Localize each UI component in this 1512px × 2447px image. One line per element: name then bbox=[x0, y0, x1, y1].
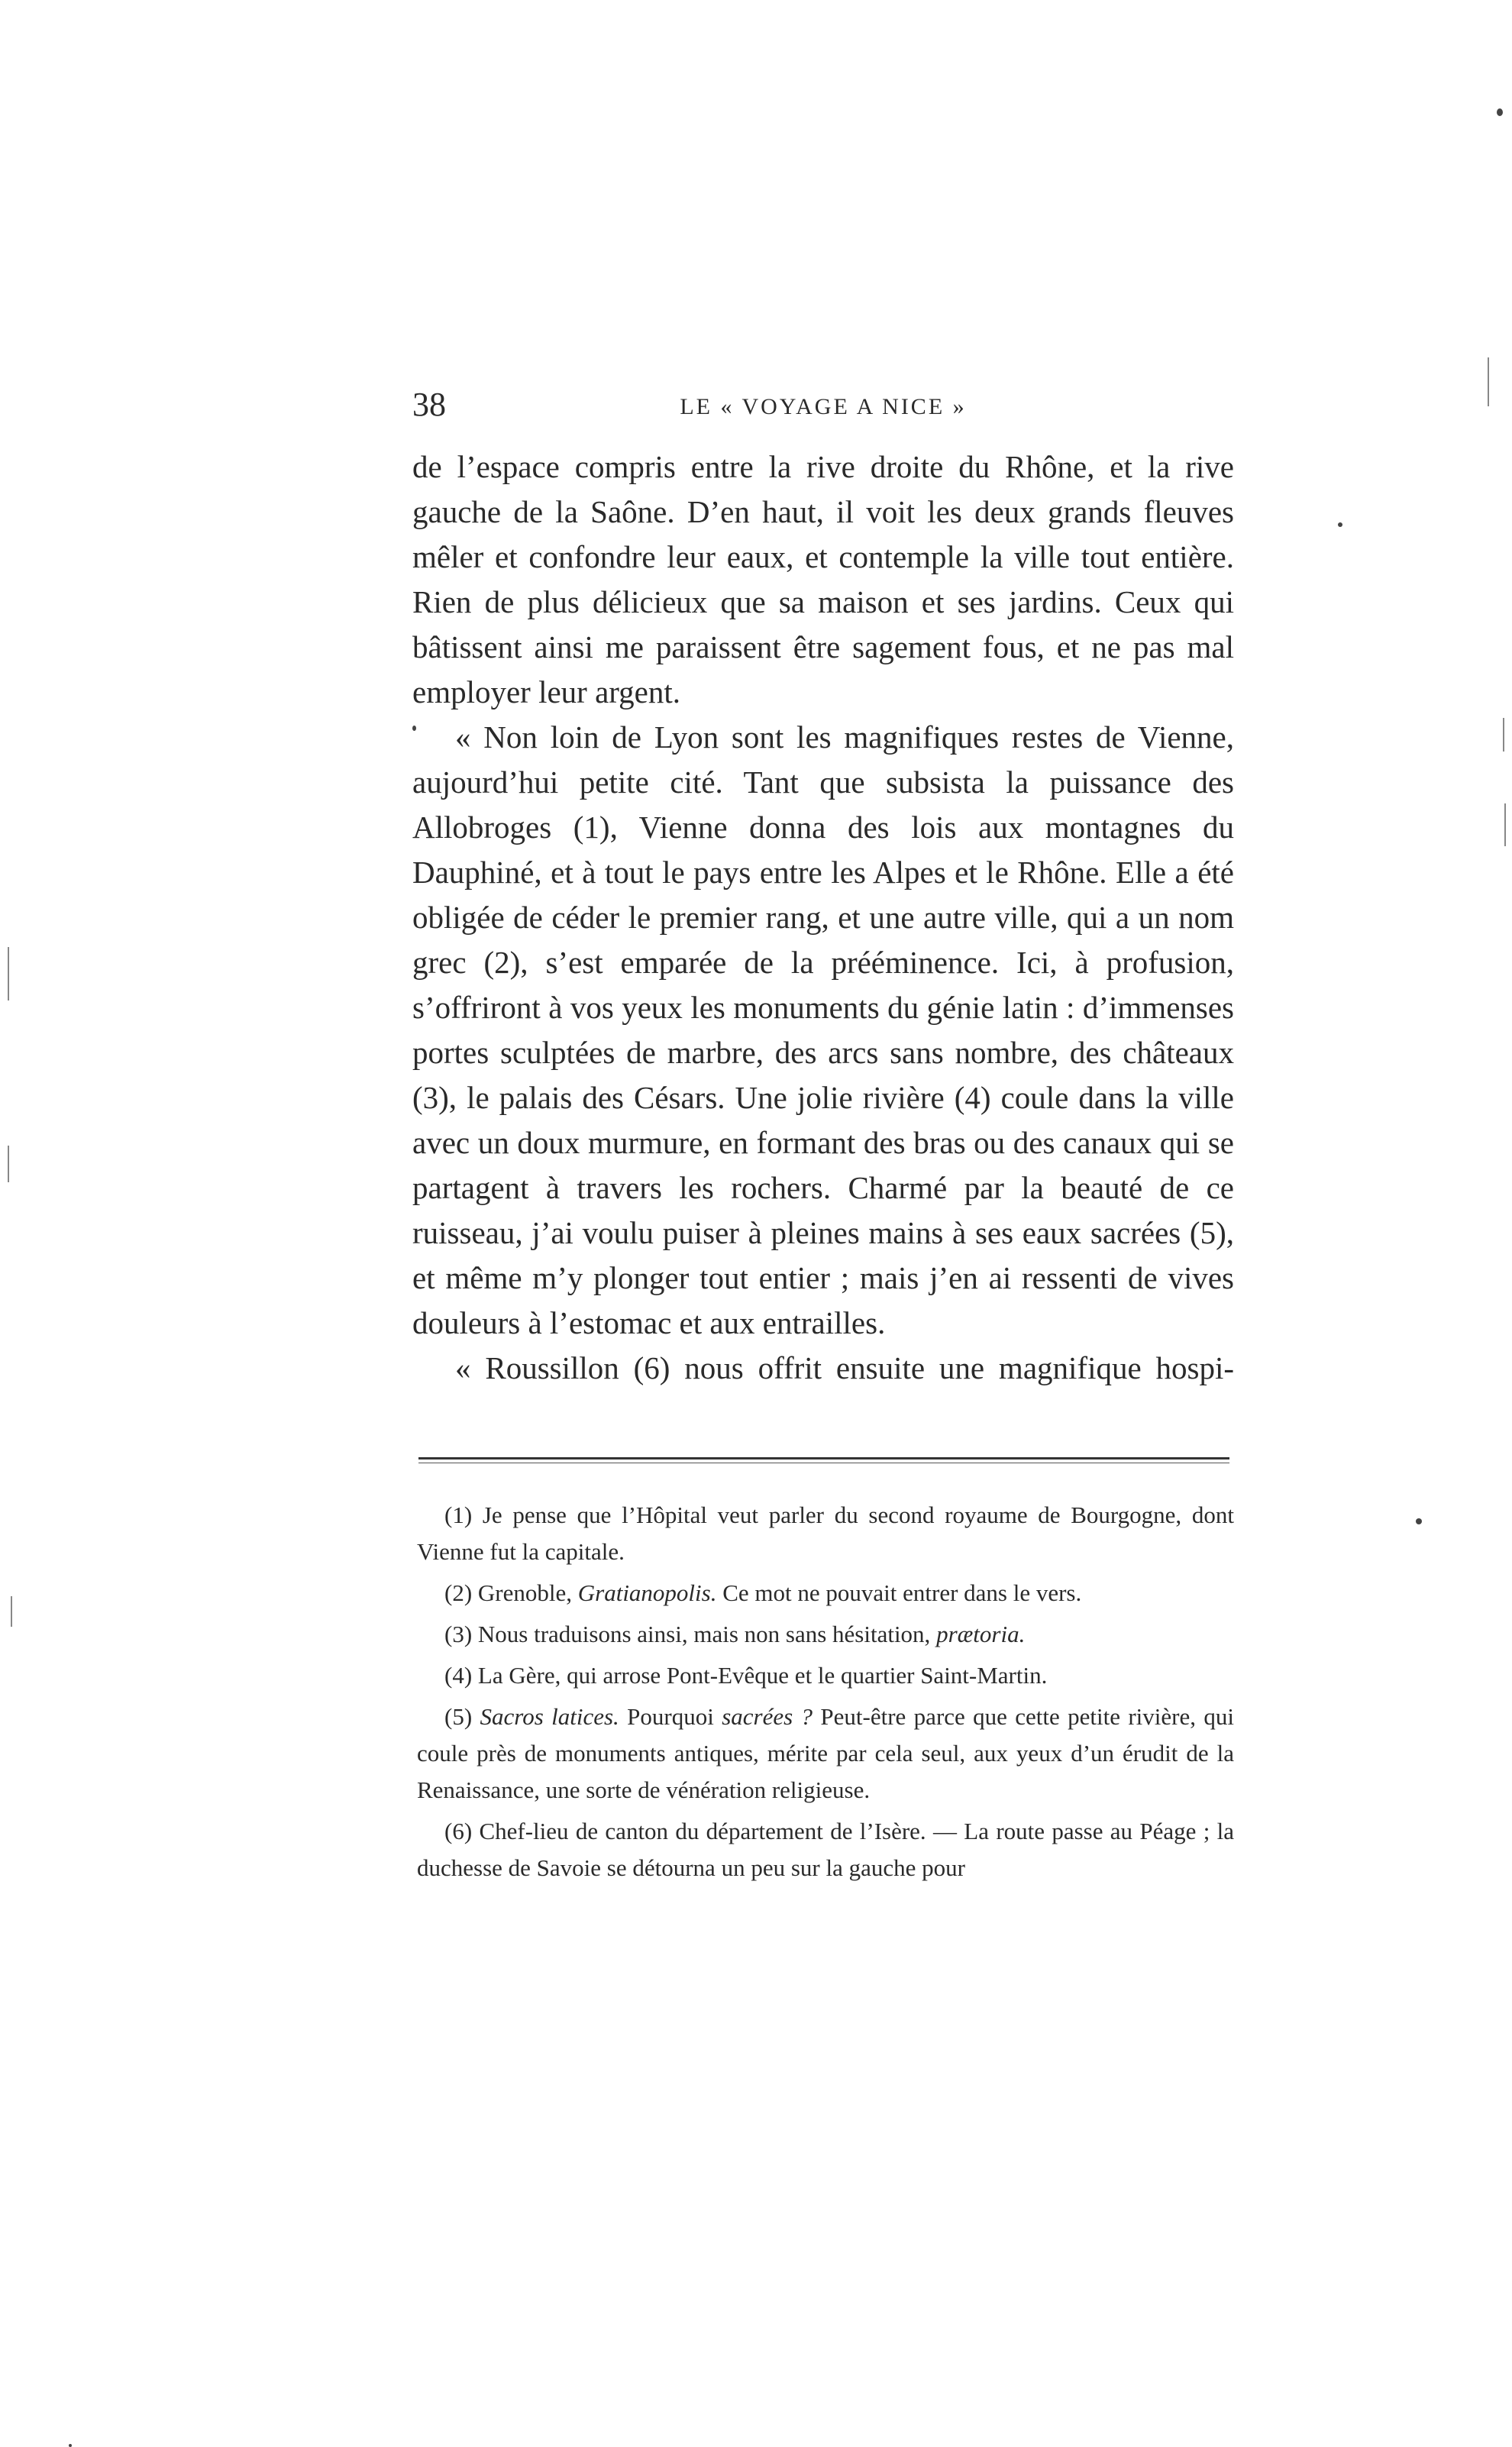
footnote-number: (2) bbox=[444, 1579, 473, 1606]
scan-margin-mark bbox=[1488, 357, 1489, 406]
page-number: 38 bbox=[412, 386, 446, 423]
scan-speck bbox=[412, 726, 416, 731]
footnote-italic-text: prætoria. bbox=[936, 1621, 1026, 1647]
footnote-text: Grenoble, bbox=[472, 1579, 578, 1606]
footnote-text: La Gère, qui arrose Pont-Evêque et le quartier Saint-Martin. bbox=[472, 1662, 1048, 1689]
footnote-5 bbox=[417, 1699, 1234, 1809]
footnote-italic-text: sacrées ? bbox=[722, 1703, 813, 1730]
footnote-number: (3) bbox=[444, 1621, 473, 1647]
footnote-number: (1) bbox=[444, 1501, 473, 1528]
scan-speck bbox=[1416, 1518, 1422, 1524]
paragraph-1: de l’espace compris entre la rive droite du Rhône, et la rive gauche de la Saône. D’en haut, il voit les deux grands fleuves mêler et confondre leur eaux, et contemple la ville tout entière. Rien de plus délicieux que sa maison et ses jardins. Ceux qui bâtissent ainsi me paraissent être sagement fous, et ne pas mal employer leur argent. bbox=[412, 449, 1234, 710]
scan-margin-mark bbox=[1504, 803, 1506, 846]
footnotes bbox=[417, 1497, 1234, 1891]
footnote-italic-text: Gratianopolis. bbox=[577, 1579, 717, 1606]
footnote-number: (6) bbox=[444, 1818, 473, 1844]
paragraph-3: « Roussillon (6) nous offrit ensuite une magnifique hospi- bbox=[455, 1350, 1234, 1385]
scan-speck bbox=[1338, 522, 1342, 527]
scan-margin-mark bbox=[8, 1146, 9, 1182]
footnote-text: Chef-lieu de canton du département de l’Isère. — La route passe au Péage ; la duchesse de Savoie se détourna un peu sur la gauche pour bbox=[417, 1818, 1234, 1881]
footnote-2 bbox=[417, 1575, 1234, 1611]
footnote-1 bbox=[417, 1497, 1234, 1570]
body-text bbox=[412, 444, 1234, 1391]
footnote-text: Ce mot ne pouvait entrer dans le vers. bbox=[716, 1579, 1082, 1606]
footnote-4 bbox=[417, 1657, 1234, 1694]
footnote-6 bbox=[417, 1813, 1234, 1886]
scan-speck bbox=[1497, 108, 1503, 116]
footnote-number: (5) bbox=[444, 1703, 473, 1730]
running-head bbox=[412, 382, 1234, 428]
scan-margin-mark bbox=[8, 947, 9, 1000]
footnote-italic-text: Sacros latices. bbox=[480, 1703, 619, 1730]
footnote-text: Nous traduisons ainsi, mais non sans hésitation, bbox=[472, 1621, 937, 1647]
footnote-text bbox=[472, 1703, 480, 1730]
footnote-text: Pourquoi bbox=[619, 1703, 722, 1730]
scan-speck bbox=[69, 2444, 72, 2447]
scan-margin-mark bbox=[11, 1596, 12, 1627]
paragraph-2: « Non loin de Lyon sont les magnifiques restes de Vienne, aujourd’hui petite cité. Tant que subsista la puissance des Allobroges (1), Vienne donna des lois aux montagnes du Dauphiné, et à tout le pays entre les Alpes et le Rhône. Elle a été obligée de céder le premier rang, et une autre ville, qui a un nom grec (2), s’est emparée de la prééminence. Ici, à profusion, s’offriront à vos yeux les monuments du génie latin : d’immenses portes sculptées de marbre, des arcs sans nombre, des châteaux (3), le palais des Césars. Une jolie rivière (4) coule dans la ville avec un doux murmure, en formant des bras ou des canaux qui se partagent à travers les rochers. Charmé par la beauté de ce ruisseau, j’ai voulu puiser à pleines mains à ses eaux sacrées (5), et même m’y plonger tout entier ; mais j’en ai ressenti de vives douleurs à l’estomac et aux entrailles. bbox=[412, 719, 1234, 1340]
scan-margin-mark bbox=[1503, 718, 1504, 752]
footnote-3 bbox=[417, 1616, 1234, 1653]
footnote-text: Peut-être parce que cette petite rivière, qui coule près de monuments antiques, mérite par cela seul, aux yeux d’un érudit de la Renaissance, une sorte de vénération religieuse. bbox=[417, 1703, 1234, 1803]
footnote-rule bbox=[418, 1457, 1229, 1459]
footnote-number: (4) bbox=[444, 1662, 473, 1689]
footnote-text: Je pense que l’Hôpital veut parler du second royaume de Bourgogne, dont Vienne fut la capitale. bbox=[417, 1501, 1234, 1565]
running-title: LE « VOYAGE A NICE » bbox=[680, 394, 967, 419]
